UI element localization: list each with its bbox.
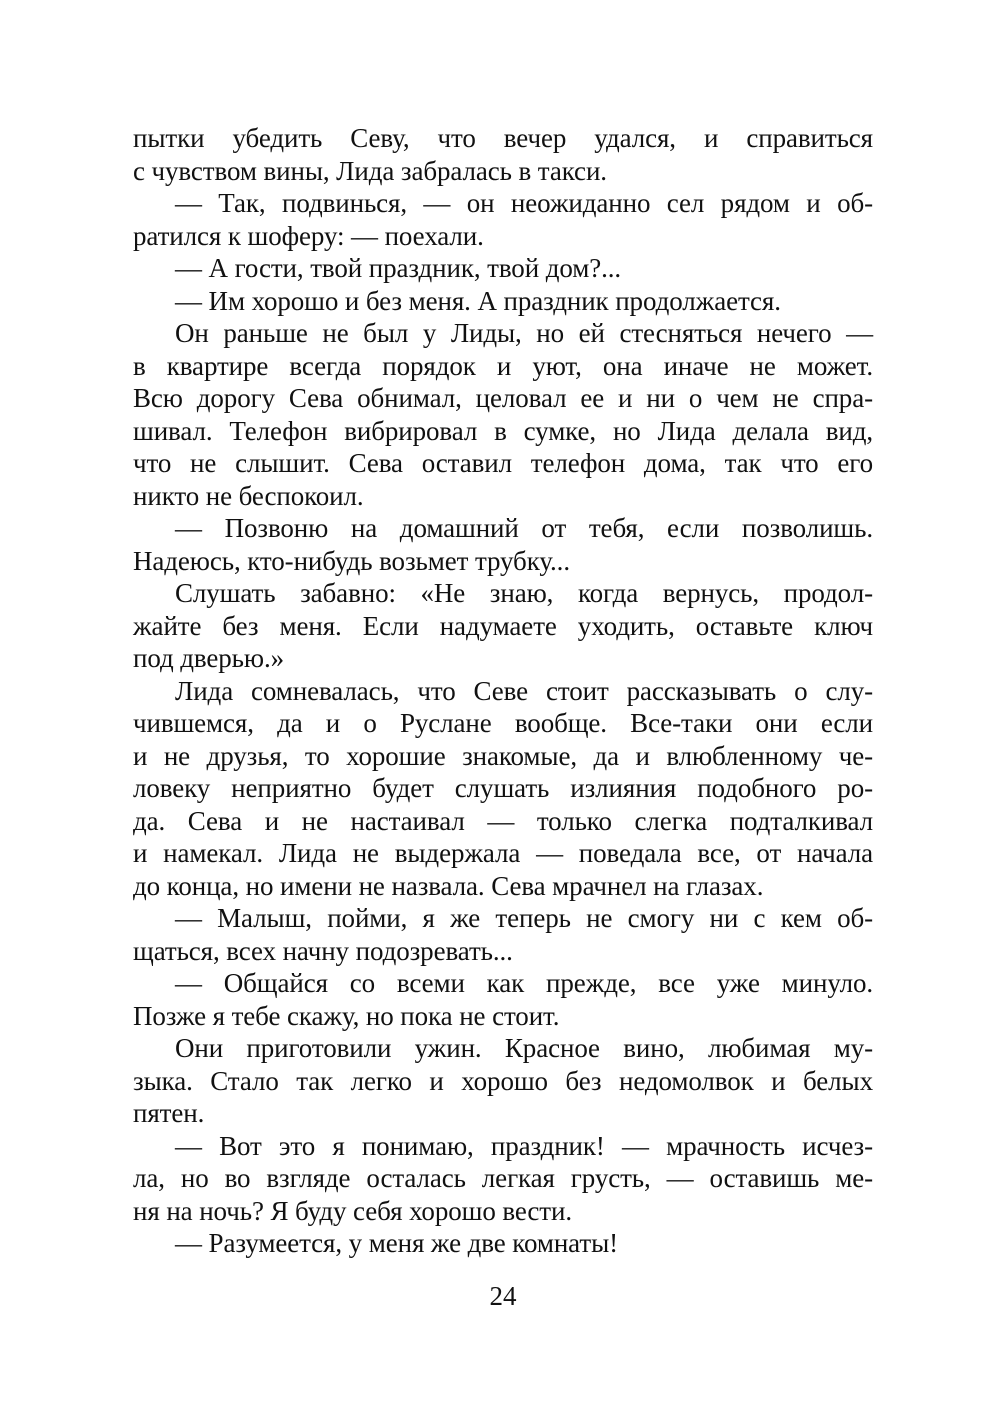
paragraph [133, 675, 873, 903]
text-line: Позже я тебе скажу, но пока не стоит. [133, 1000, 560, 1031]
paragraph [133, 252, 873, 285]
text-line: пытки убедить Севу, что вечер удался, и справиться [133, 123, 873, 153]
text-line: ловеку неприятно будет слушать излияния подобного ро- [133, 773, 873, 803]
text-line: ратился к шоферу: — поехали. [133, 220, 484, 251]
text-line: — Малыш, пойми, я же теперь не смогу ни с кем об- [175, 903, 873, 933]
text-line: Всю дорогу Сева обнимал, целовал ее и ни о чем не спра- [133, 383, 873, 413]
text-line: до конца, но имени не назвала. Сева мрачнел на глазах. [133, 870, 764, 901]
paragraph [133, 1227, 873, 1260]
text-line: щаться, всех начну подозревать... [133, 935, 513, 966]
text-line: с чувством вины, Лида забралась в такси. [133, 155, 607, 186]
paragraph [133, 285, 873, 318]
paragraph [133, 187, 873, 252]
text-line: под дверью.» [133, 643, 285, 673]
text-line: и не друзья, то хорошие знакомые, да и влюбленному че- [133, 740, 873, 771]
text-line: жайте без меня. Если надумаете уходить, оставьте ключ [133, 610, 873, 641]
paragraph [133, 317, 873, 512]
text-line: зыка. Стало так легко и хорошо без недомолвок и белых [133, 1065, 873, 1096]
text-block [133, 122, 873, 1260]
text-line: — Вот это я понимаю, праздник! — мрачность исчез- [175, 1130, 873, 1161]
text-line: в квартире всегда порядок и уют, она иначе не может. [133, 350, 873, 381]
text-line: Слушать забавно: «Не знаю, когда вернусь, продол- [175, 578, 873, 608]
text-line: — Им хорошо и без меня. А праздник продолжается. [175, 285, 781, 316]
paragraph [133, 577, 873, 675]
text-line: ла, но во взгляде осталась легкая грусть, — оставишь ме- [133, 1163, 873, 1193]
paragraph [133, 967, 873, 1032]
text-line: — Разумеется, у меня же две комнаты! [175, 1228, 618, 1258]
paragraph [133, 1032, 873, 1130]
text-line: Надеюсь, кто-нибудь возьмет трубку... [133, 545, 570, 576]
text-line: шивал. Телефон вибрировал в сумке, но Лида делала вид, [133, 415, 873, 446]
text-line: Лида сомневалась, что Севе стоит рассказывать о слу- [175, 675, 873, 706]
text-line: да. Сева и не настаивал — только слегка подталкивал [133, 805, 873, 836]
page-number: 24 [489, 1281, 517, 1311]
paragraph [133, 1130, 873, 1228]
text-line: — А гости, твой праздник, твой дом?... [175, 253, 622, 283]
text-line: ня на ночь? Я буду себя хорошо вести. [133, 1195, 573, 1226]
paragraph [133, 122, 873, 187]
text-line: никто не беспокоил. [133, 480, 364, 511]
text-line: и намекал. Лида не выдержала — поведала все, от начала [133, 838, 873, 868]
paragraph [133, 512, 873, 577]
text-line: что не слышит. Сева оставил телефон дома, так что его [133, 448, 873, 478]
text-line: — Общайся со всеми как прежде, все уже минуло. [175, 968, 873, 998]
paragraph [133, 902, 873, 967]
text-line: чившемся, да и о Руслане вообще. Все-таки они если [133, 708, 873, 738]
text-line: Они приготовили ужин. Красное вино, любимая му- [175, 1033, 873, 1063]
text-line: — Позвоню на домашний от тебя, если позволишь. [175, 513, 873, 543]
text-line: пятен. [133, 1098, 205, 1128]
text-line: — Так, подвинься, — он неожиданно сел рядом и об- [175, 188, 873, 218]
text-line: Он раньше не был у Лиды, но ей стесняться нечего — [175, 318, 873, 348]
